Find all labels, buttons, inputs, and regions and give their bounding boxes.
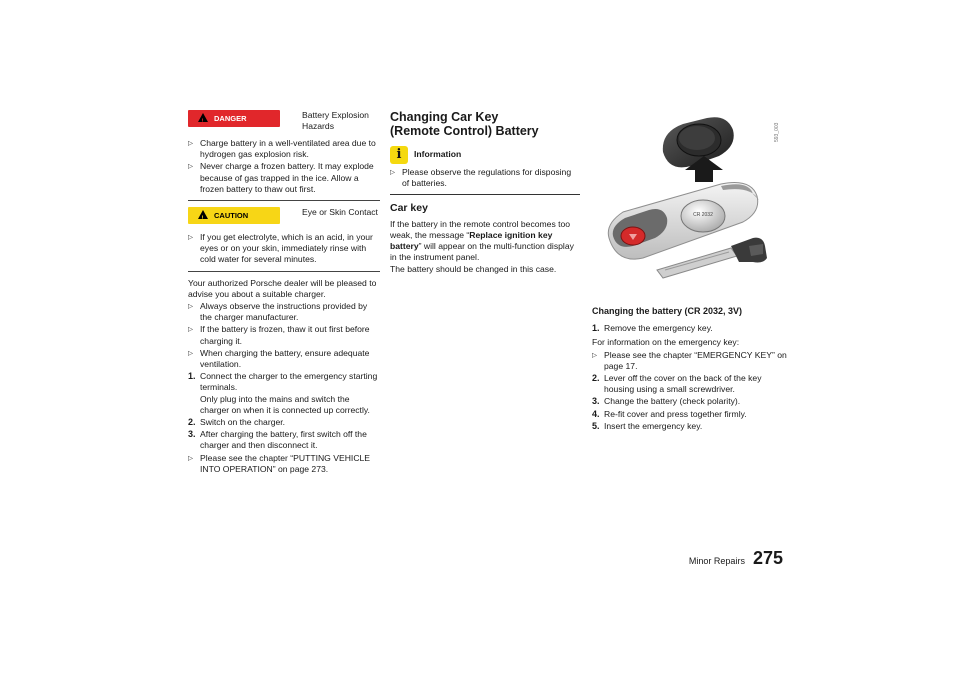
caution-badge-label: CAUTION	[214, 211, 249, 221]
step-item	[592, 396, 792, 407]
step-number: 2.	[592, 373, 600, 384]
section-name: Minor Repairs	[688, 556, 745, 566]
step-text: Lever off the cover on the back of the key housing using a small screwdriver.	[604, 373, 762, 395]
step-item	[592, 373, 792, 395]
step-item	[592, 421, 792, 432]
right-column	[592, 306, 792, 433]
warning-triangle-icon	[198, 113, 208, 122]
battery-cell	[681, 200, 725, 232]
danger-list	[188, 138, 380, 195]
step-item	[592, 323, 792, 334]
illustration-code: 593_003	[774, 122, 780, 142]
step-text: Re-fit cover and press together firmly.	[604, 408, 747, 419]
illustration-caption: Changing the battery (CR 2032, 3V)	[592, 306, 743, 316]
step-number: 3.	[592, 396, 600, 407]
chapter-reference: ▷ Please see the chapter “PUTTING VEHICLE INTO OPERATION” on page 273.	[188, 453, 380, 475]
step-text: Connect the charger to the emergency starting terminals.	[200, 371, 378, 393]
list-item: ▷ If you get electrolyte, which is an acid, in your eyes or on your skin, immediately rinse with cold water for several minutes.	[188, 232, 380, 266]
step-number: 3.	[188, 429, 196, 440]
step-item	[188, 417, 380, 428]
step-number: 5.	[592, 420, 600, 431]
list-item: ▷ Never charge a frozen battery. It may explode because of gas trapped in the ice. Allow a frozen battery to thaw out first.	[188, 161, 380, 195]
title-line-1: Changing Car Key	[390, 110, 499, 124]
step-item	[188, 371, 380, 416]
chapter-reference: ▷ Please see the chapter “EMERGENCY KEY” on page 17.	[592, 350, 792, 372]
step-number: 1.	[592, 323, 600, 334]
subheading-car-key: Car key	[390, 202, 428, 215]
step-note: Only plug into the mains and switch the charger on when it is connected up correctly.	[200, 393, 370, 415]
danger-title: Battery Explosion Hazards	[302, 110, 369, 131]
step-text: After charging the battery, first switch off the charger and then disconnect it.	[200, 429, 367, 451]
reference-list	[592, 350, 792, 372]
car-key-paragraph	[390, 219, 580, 264]
caution-title: Eye or Skin Contact	[302, 207, 378, 218]
step-number: 1.	[188, 371, 196, 382]
key-battery-svg	[603, 112, 781, 300]
section-title	[390, 110, 580, 138]
page-number: 275	[752, 548, 783, 568]
step-text: Change the battery (check polarity).	[604, 396, 741, 407]
charging-steps	[188, 371, 380, 451]
list-item: ▷ Always observe the instructions provided by the charger manufacturer.	[188, 301, 380, 323]
warning-triangle-icon	[198, 210, 208, 219]
list-item: ▷ Please observe the regulations for disposing of batteries.	[390, 167, 580, 189]
divider	[188, 271, 380, 272]
key-steps	[592, 373, 792, 432]
step-text: Insert the emergency key.	[604, 420, 703, 431]
info-icon: i	[390, 146, 408, 164]
page-footer	[689, 548, 783, 569]
car-key-paragraph-2: The battery should be changed in this case.	[390, 264, 557, 275]
reference-list	[188, 453, 380, 475]
step-text: Switch on the charger.	[200, 417, 286, 428]
caution-list	[188, 232, 380, 266]
danger-badge-label: DANGER	[214, 114, 247, 123]
middle-column	[390, 110, 580, 277]
left-column	[188, 110, 380, 476]
divider	[188, 200, 380, 201]
information-label: Information	[414, 149, 462, 160]
step-item	[592, 409, 792, 420]
step-number: 4.	[592, 408, 600, 419]
title-line-2: (Remote Control) Battery	[390, 124, 539, 138]
list-item: ▷ If the battery is frozen, thaw it out first before charging it.	[188, 324, 380, 346]
battery-label: CR 2032	[693, 212, 713, 218]
list-item: ▷ Charge battery in a well-ventilated area due to hydrogen gas explosion risk.	[188, 138, 380, 160]
list-item: ▷ When charging the battery, ensure adequate ventilation.	[188, 348, 380, 370]
information-header	[390, 146, 580, 164]
divider	[390, 194, 580, 195]
body-text: If the battery in the remote control becomes too weak, the message “	[390, 218, 571, 240]
caution-badge	[188, 207, 280, 224]
danger-badge	[188, 110, 280, 127]
body-text: ” will appear on the multi-function display in the instrument panel.	[390, 241, 574, 263]
emergency-key-info: For information on the emergency key:	[592, 337, 740, 348]
step-item	[188, 429, 380, 451]
caution-header	[188, 207, 380, 224]
key-steps-start	[592, 323, 792, 334]
step-text: Remove the emergency key.	[604, 323, 713, 334]
step-number: 2.	[188, 417, 196, 428]
battery-cover	[663, 117, 734, 167]
intro-paragraph: Your authorized Porsche dealer will be pleased to advise you about a suitable charger.	[188, 277, 377, 299]
display-message: Replace ignition key battery	[390, 229, 553, 252]
charger-bullets	[188, 301, 380, 370]
danger-header	[188, 110, 380, 132]
information-list	[390, 167, 580, 189]
key-battery-illustration	[603, 112, 781, 300]
